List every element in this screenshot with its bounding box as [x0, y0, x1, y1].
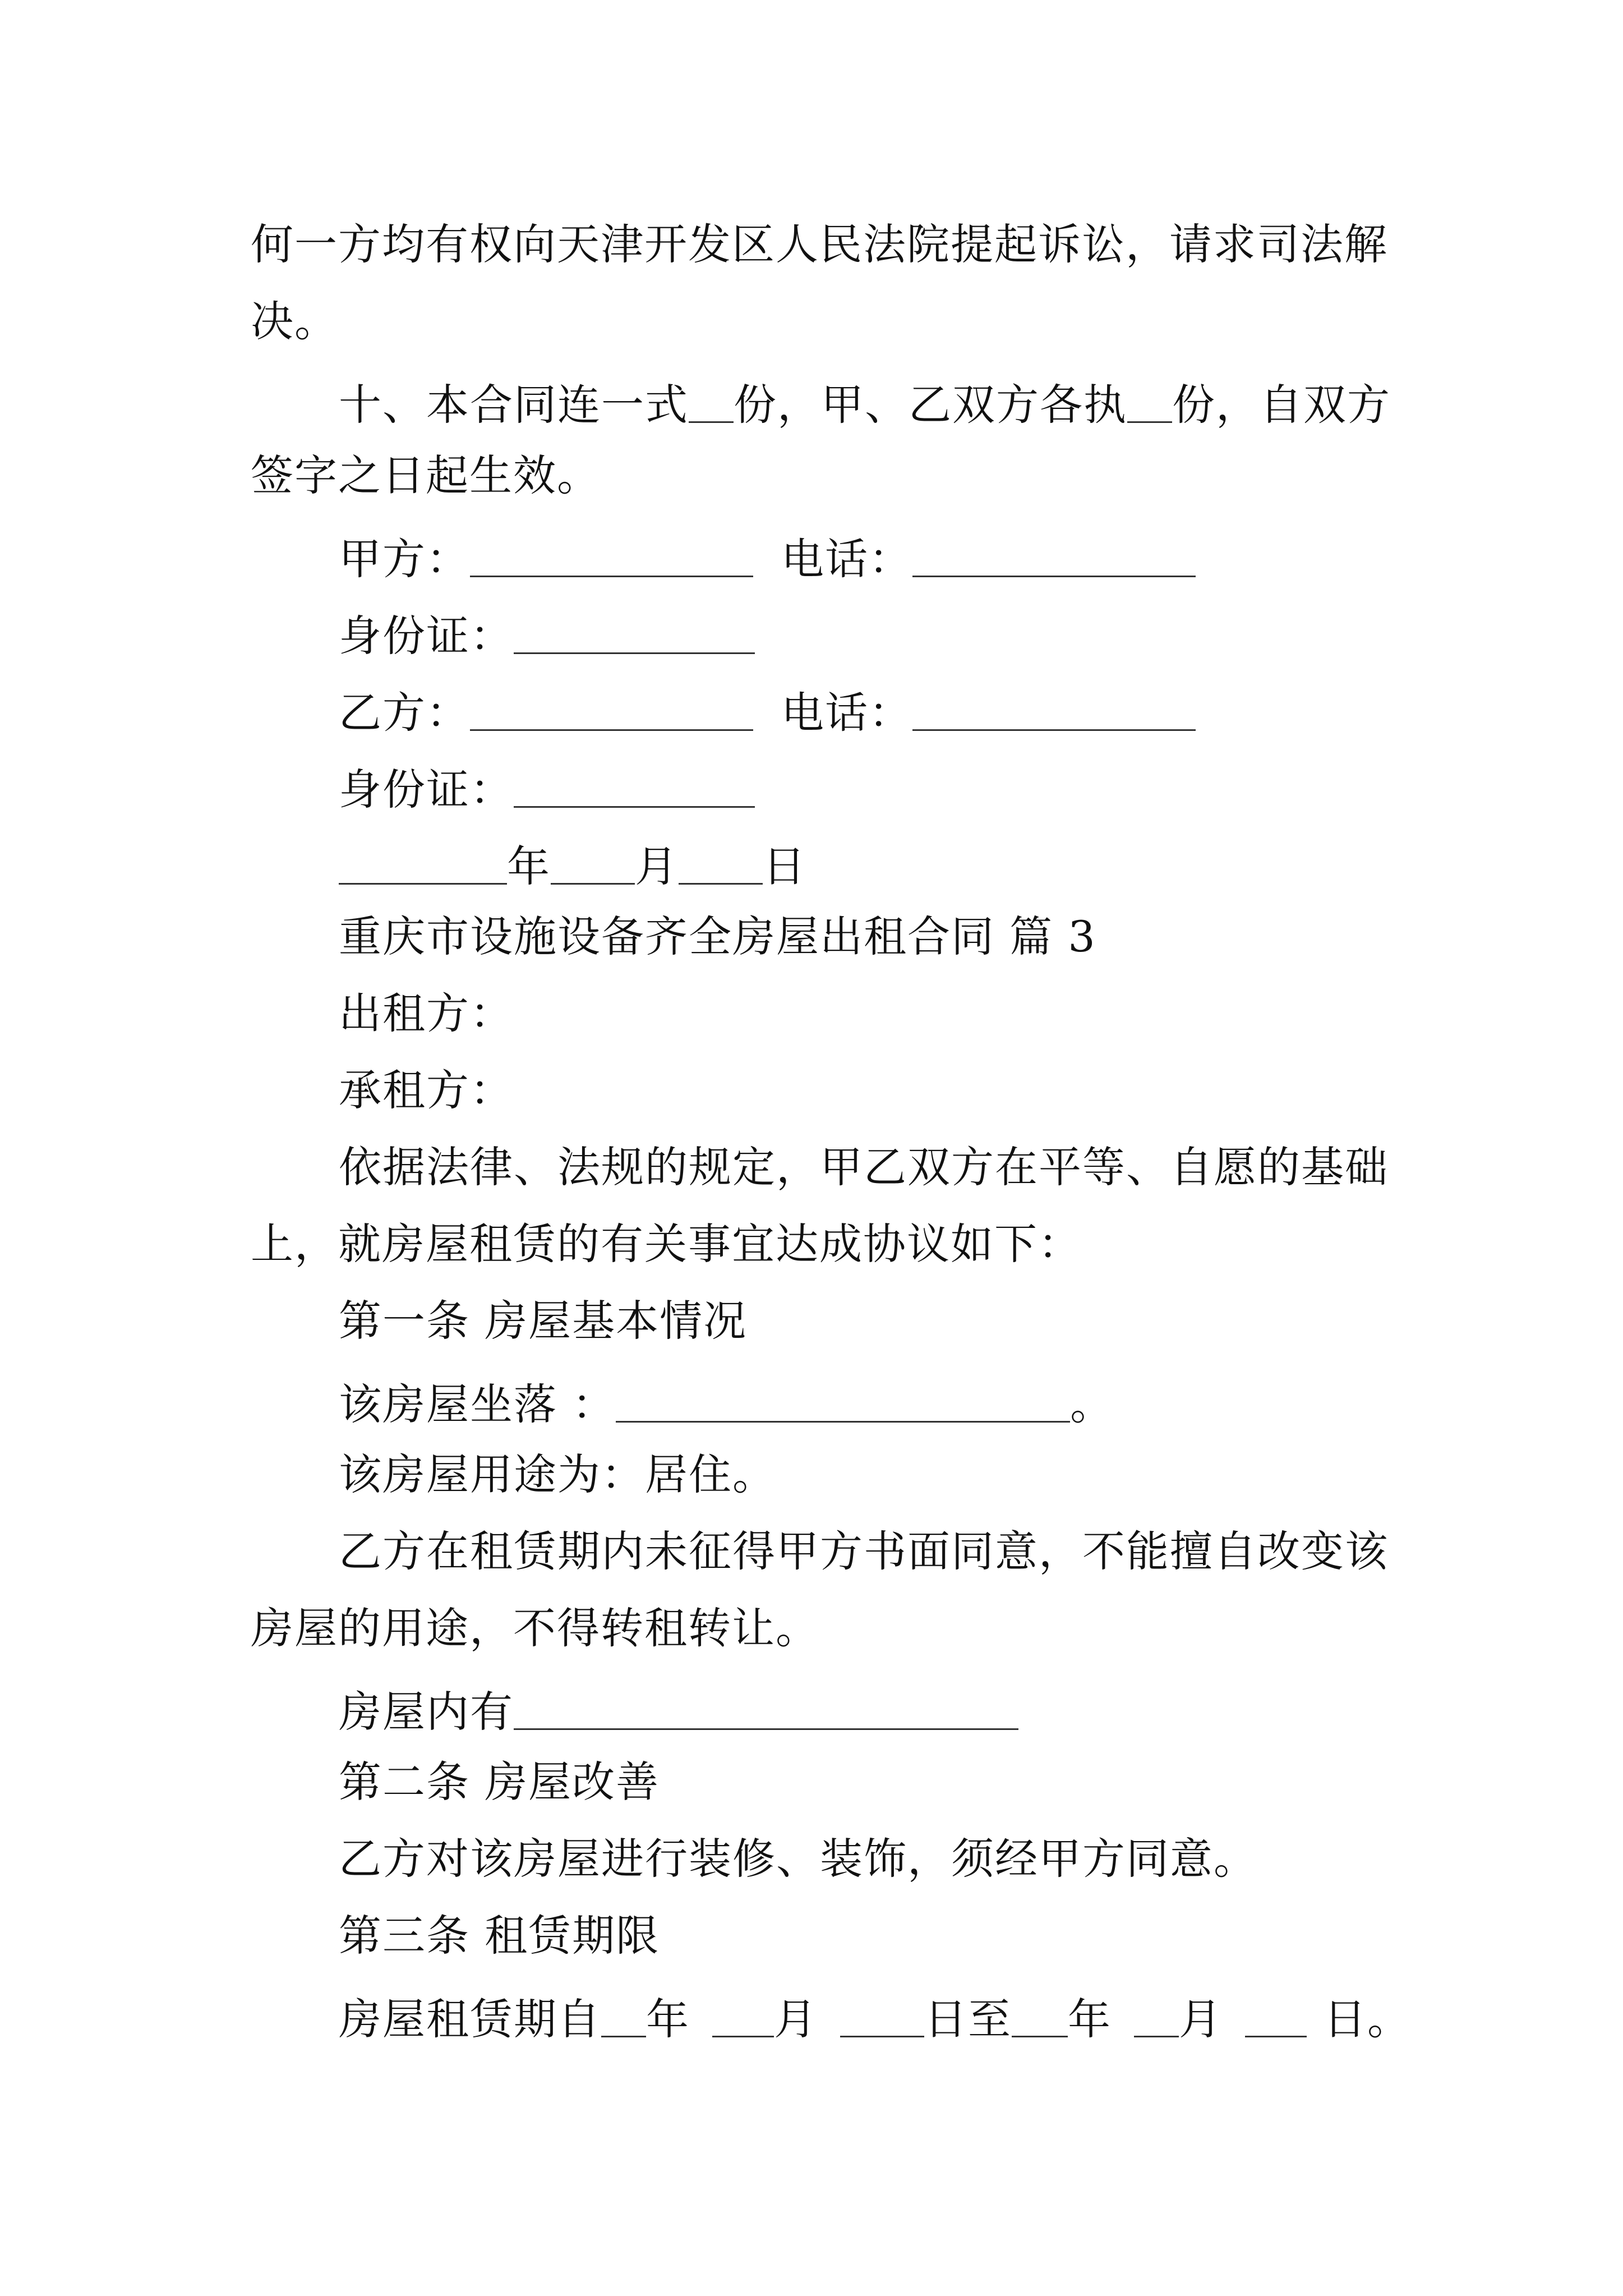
- clause-ten-line: [339, 377, 1391, 430]
- location-label: 该房屋坐落 ：: [339, 1379, 616, 1429]
- article-heading: 第三条 租赁期限: [339, 1911, 660, 1961]
- section-title: 重庆市设施设备齐全房屋出租合同 篇 3: [339, 912, 1096, 961]
- clause-text: 份，甲、乙双方各执: [734, 380, 1127, 430]
- contents-row: [339, 1684, 1376, 1737]
- phone-a-label: 电话：: [781, 534, 912, 584]
- id-b-label: 身份证：: [339, 765, 514, 815]
- paragraph-line: 签字之日起生效。: [251, 450, 601, 500]
- date-row: [339, 839, 1376, 891]
- term-row: [339, 1991, 1411, 2044]
- phone-b-label: 电话：: [781, 688, 912, 738]
- lessor-label: 出租方：: [339, 988, 514, 1038]
- party-a-name-blank: [470, 531, 753, 574]
- term-label: 房屋租赁期自: [339, 1994, 601, 2044]
- term-month2-label: 月: [1179, 1994, 1223, 2044]
- term-start-month-blank: [712, 1991, 774, 2034]
- clause-text: 十、本合同连一式: [339, 380, 689, 430]
- year-label: 年: [507, 841, 551, 891]
- location-row: [339, 1377, 1376, 1429]
- contents-label: 房屋内有: [339, 1687, 514, 1737]
- id-b-blank: [514, 762, 755, 804]
- paragraph-line: 决。: [251, 296, 338, 346]
- party-b-row: [339, 685, 1376, 738]
- day-label: 日: [763, 841, 806, 891]
- party-b-label: 乙方：: [339, 688, 470, 738]
- location-blank: [616, 1377, 1070, 1419]
- id-b-row: [339, 762, 1376, 815]
- party-a-row: [339, 531, 1376, 584]
- term-end-month-blank: [1134, 1991, 1179, 2034]
- id-a-blank: [514, 608, 755, 651]
- paragraph-line: 乙方对该房屋进行装修、装饰，须经甲方同意。: [339, 1834, 1257, 1884]
- term-day-to-label: 日至: [924, 1994, 1012, 2044]
- article-heading: 第一条 房屋基本情况: [339, 1296, 748, 1346]
- day-blank: [679, 839, 763, 881]
- term-end-year-blank: [1012, 1991, 1068, 2034]
- paragraph-line: 上，就房屋租赁的有关事宜达成协议如下：: [251, 1219, 1082, 1269]
- lessee-label: 承租方：: [339, 1065, 514, 1115]
- article-heading: 第二条 房屋改善: [339, 1757, 660, 1807]
- year-blank: [339, 839, 507, 881]
- paragraph-line: 房屋的用途，不得转租转让。: [251, 1603, 819, 1653]
- id-a-row: [339, 608, 1376, 661]
- paragraph-line: 依据法律、法规的规定，甲乙双方在平等、自愿的基础: [339, 1142, 1389, 1192]
- month-blank: [551, 839, 635, 881]
- copies-total-blank: [689, 377, 734, 420]
- party-a-label: 甲方：: [339, 534, 470, 584]
- clause-text: 份，自双方: [1172, 380, 1391, 430]
- contents-blank: [514, 1684, 1018, 1727]
- paragraph-line: 该房屋用途为：居住。: [339, 1450, 776, 1499]
- party-b-name-blank: [470, 685, 753, 728]
- term-end-day-blank: [1245, 1991, 1307, 2034]
- phone-a-blank: [912, 531, 1196, 574]
- term-start-year-blank: [601, 1991, 646, 2034]
- copies-each-blank: [1127, 377, 1172, 420]
- paragraph-line: 乙方在租赁期内未征得甲方书面同意，不能擅自改变该: [339, 1526, 1389, 1576]
- phone-b-blank: [912, 685, 1196, 728]
- paragraph-line: 何一方均有权向天津开发区人民法院提起诉讼，请求司法解: [251, 219, 1388, 269]
- location-period: 。: [1070, 1379, 1114, 1429]
- term-day-end-label: 日。: [1324, 1994, 1411, 2044]
- term-start-day-blank: [840, 1991, 924, 2034]
- term-year2-label: 年: [1068, 1994, 1112, 2044]
- month-label: 月: [635, 841, 679, 891]
- term-year-label: 年: [646, 1994, 690, 2044]
- term-month-label: 月: [774, 1994, 818, 2044]
- id-a-label: 身份证：: [339, 611, 514, 661]
